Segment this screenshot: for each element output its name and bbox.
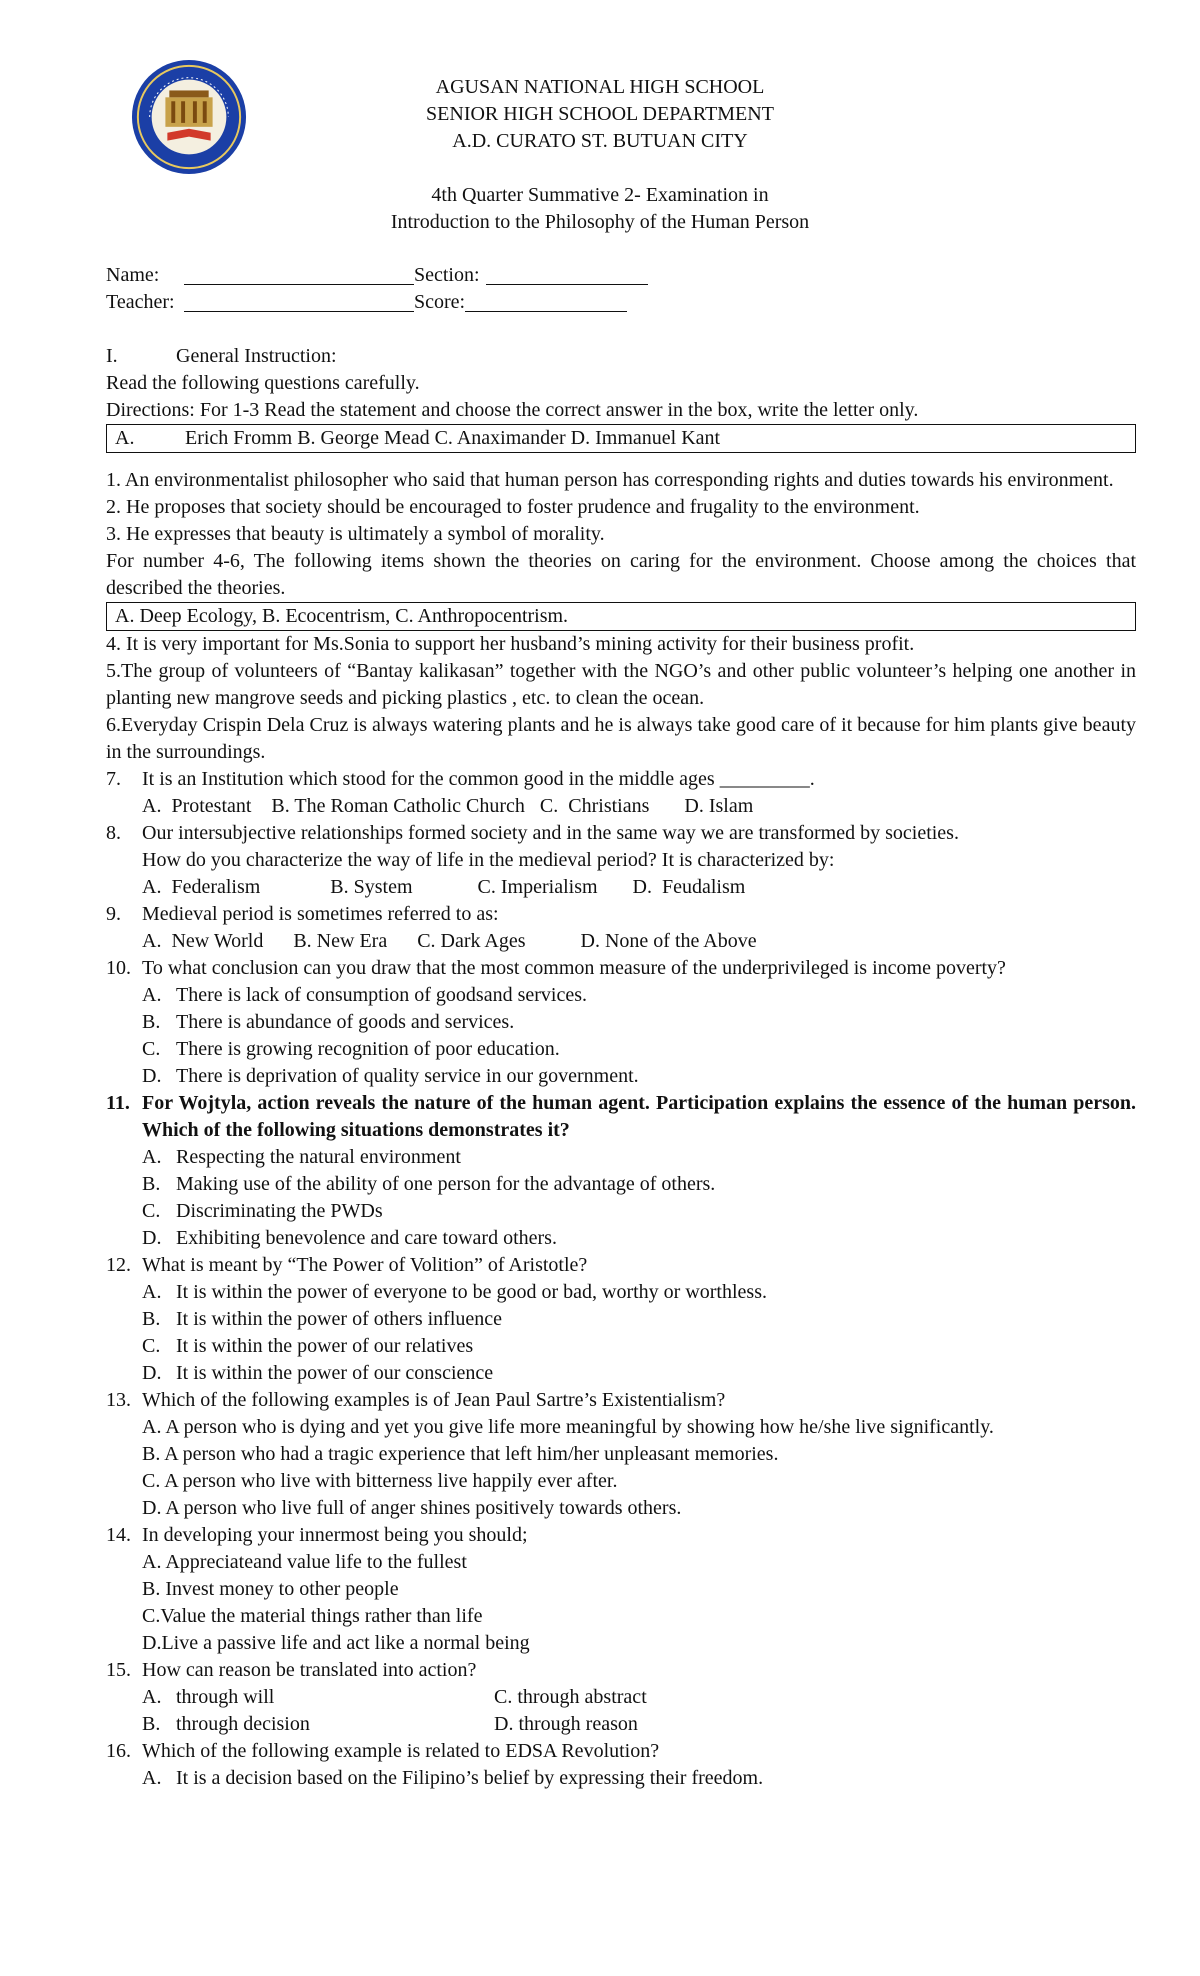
instruction-line: Read the following questions carefully. <box>106 372 420 394</box>
question-8-subtext: How do you characterize the way of life in the medieval period? It is characterized by: <box>142 849 835 871</box>
directions-1-3: Directions: For 1-3 Read the statement and choose the correct answer in the box, write the letter only. <box>106 399 919 421</box>
question-7-options: A. Protestant B. The Roman Catholic Church C. Christians D. Islam <box>142 795 754 817</box>
question-9: 9. Medieval period is sometimes referred to as: <box>106 903 499 925</box>
question-13: 13. Which of the following examples is of Jean Paul Sartre’s Existentialism? <box>106 1389 726 1411</box>
answer-box-4-6: A. Deep Ecology, B. Ecocentrism, C. Anthropocentrism. <box>106 602 1136 631</box>
option: C. A person who live with bitterness live happily ever after. <box>142 1470 618 1492</box>
score-field[interactable] <box>465 291 627 312</box>
department-name: SENIOR HIGH SCHOOL DEPARTMENT <box>426 103 774 125</box>
option: A. It is within the power of everyone to be good or bad, worthy or worthless. <box>142 1281 767 1303</box>
option: C. There is growing recognition of poor education. <box>142 1038 560 1060</box>
question-5: 5.The group of volunteers of “Bantay kalikasan” together with the NGO’s and other public volunteer’s helping one another in planting new mangrove seeds and picking plastics , etc. to clean the ocean. <box>106 660 1136 709</box>
instruction-heading: I. General Instruction: <box>106 345 337 367</box>
question-12: 12. What is meant by “The Power of Volition” of Aristotle? <box>106 1254 588 1276</box>
directions-4-6: For number 4-6, The following items shown the theories on caring for the environment. Choose among the choices that described the theories. <box>106 550 1136 599</box>
option: B. It is within the power of others influence <box>142 1308 503 1330</box>
teacher-label: Teacher: <box>106 291 175 313</box>
option: A. There is lack of consumption of goodsand services. <box>142 984 588 1006</box>
subject-title: Introduction to the Philosophy of the Human Person <box>390 211 810 233</box>
option: B. Invest money to other people <box>142 1578 399 1600</box>
exam-title: 4th Quarter Summative 2- Examination in <box>431 184 769 206</box>
option: C. Discriminating the PWDs <box>142 1200 383 1222</box>
option: A. Appreciateand value life to the fullest <box>142 1551 467 1573</box>
question-8: 8. Our intersubjective relationships formed society and in the same way we are transformed by societies. <box>106 822 959 844</box>
option: D.Live a passive life and act like a normal being <box>142 1632 530 1654</box>
option: A. A person who is dying and yet you give life more meaningful by showing how he/she live significantly. <box>142 1416 994 1438</box>
question-3: 3. He expresses that beauty is ultimately a symbol of morality. <box>106 523 605 545</box>
name-label: Name: <box>106 264 160 286</box>
option: D. Exhibiting benevolence and care toward others. <box>142 1227 557 1249</box>
option: A. Respecting the natural environment <box>142 1146 461 1168</box>
section-label: Section: <box>414 264 480 286</box>
option: A. It is a decision based on the Filipino’s belief by expressing their freedom. <box>142 1767 764 1789</box>
school-address: A.D. CURATO ST. BUTUAN CITY <box>452 130 748 152</box>
question-15-options-row-1: A. through will C. through abstract <box>142 1686 647 1708</box>
question-11: 11. For Wojtyla, action reveals the nature of the human agent. Participation explains the essence of the human person. Which of the following situations demonstrates it? <box>106 1092 1136 1141</box>
student-info-fields <box>106 262 1006 316</box>
exam-body <box>106 343 1136 1792</box>
score-label: Score: <box>414 291 466 313</box>
option: D. It is within the power of our conscience <box>142 1362 494 1384</box>
option: C. It is within the power of our relatives <box>142 1335 474 1357</box>
name-field[interactable] <box>184 264 414 285</box>
question-2: 2. He proposes that society should be encouraged to foster prudence and frugality to the environment. <box>106 496 920 518</box>
question-10: 10. To what conclusion can you draw that the most common measure of the underprivileged is income poverty? <box>106 957 1006 979</box>
question-1: 1. An environmentalist philosopher who said that human person has corresponding rights and duties towards his environment. <box>106 469 1114 491</box>
question-15-options-row-2: B. through decision D. through reason <box>142 1713 638 1735</box>
option: B. There is abundance of goods and services. <box>142 1011 515 1033</box>
option: D. A person who live full of anger shines positively towards others. <box>142 1497 682 1519</box>
answer-box-1-3: A. Erich Fromm B. George Mead C. Anaximander D. Immanuel Kant <box>106 424 1136 453</box>
question-15: 15. How can reason be translated into action? <box>106 1659 477 1681</box>
teacher-field[interactable] <box>184 291 414 312</box>
document-header <box>200 74 1000 236</box>
section-field[interactable] <box>486 264 648 285</box>
option: D. There is deprivation of quality service in our government. <box>142 1065 639 1087</box>
school-name: AGUSAN NATIONAL HIGH SCHOOL <box>435 76 765 98</box>
question-8-options: A. Federalism B. System C. Imperialism D. Feudalism <box>142 876 746 898</box>
question-6: 6.Everyday Crispin Dela Cruz is always watering plants and he is always take good care of it because for him plants give beauty in the surroundings. <box>106 714 1136 763</box>
question-9-options: A. New World B. New Era C. Dark Ages D. None of the Above <box>142 930 757 952</box>
option: C.Value the material things rather than life <box>142 1605 483 1627</box>
option: B. Making use of the ability of one person for the advantage of others. <box>142 1173 716 1195</box>
option: B. A person who had a tragic experience that left him/her unpleasant memories. <box>142 1443 779 1465</box>
question-16: 16. Which of the following example is related to EDSA Revolution? <box>106 1740 660 1762</box>
question-4: 4. It is very important for Ms.Sonia to support her husband’s mining activity for their business profit. <box>106 633 915 655</box>
question-14: 14. In developing your innermost being you should; <box>106 1524 528 1546</box>
question-7: 7. It is an Institution which stood for the common good in the middle ages _________. <box>106 768 815 790</box>
